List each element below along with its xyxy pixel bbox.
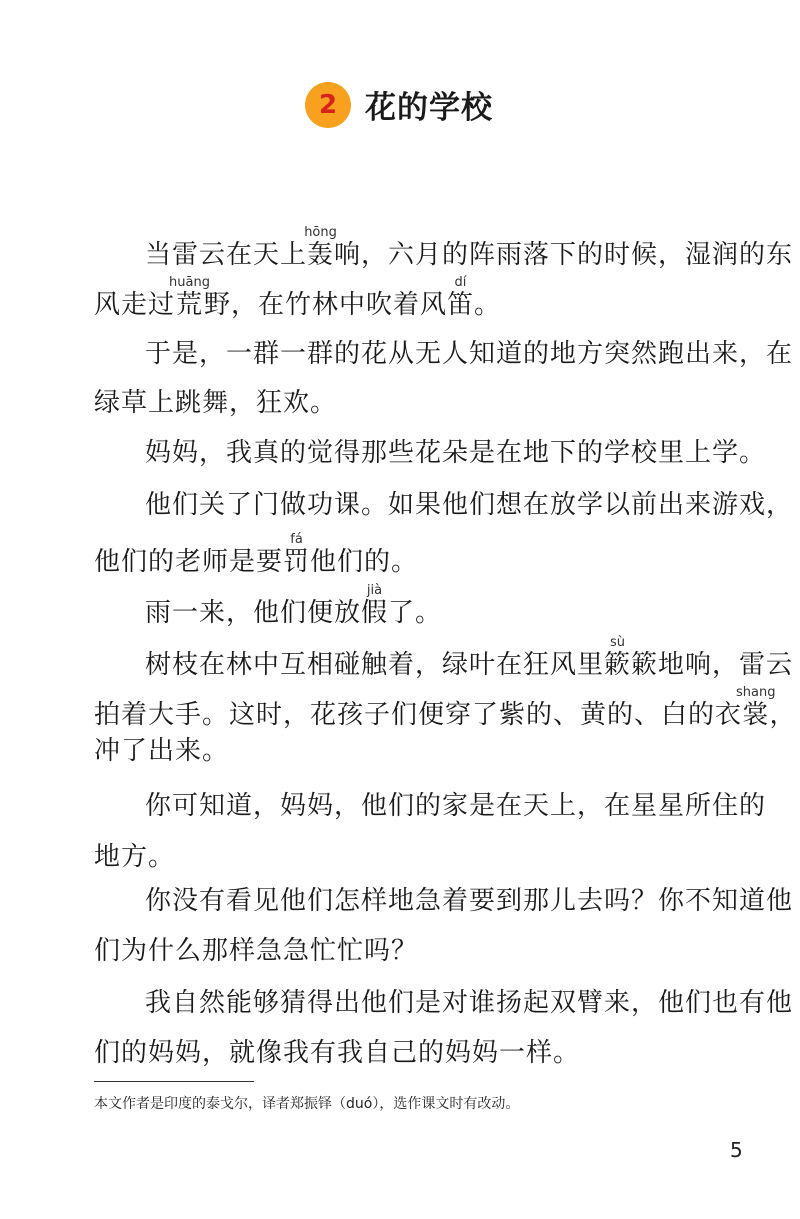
lesson-title: 花的学校 (365, 90, 493, 126)
ruby-fa: 罚fá (283, 532, 311, 577)
page-number: 5 (730, 1138, 743, 1162)
paragraph-3-line-1: 妈妈，我真的觉得那些花朵是在地下的学校里上学。 (145, 438, 767, 468)
paragraph-1-line-1: 当雷云在天上轰hōng响，六月的阵雨落下的时候，湿润的东 (145, 225, 794, 270)
lesson-title-row (0, 82, 800, 127)
paragraph-7-line-2: 地方。 (94, 842, 176, 872)
paragraph-8-line-1: 你没有看见他们怎样地急着要到那儿去吗？你不知道他 (145, 886, 794, 916)
ruby-jia: 假jià (361, 583, 389, 628)
paragraph-8-line-2: 们为什么那样急急忙忙吗？ (94, 936, 419, 966)
lesson-number: 2 (318, 89, 338, 120)
ruby-shang: 裳shang (736, 685, 776, 730)
ruby-hong: 轰hōng (304, 225, 337, 270)
paragraph-6-line-2: 拍着大手。这时，花孩子们便穿了紫的、黄的、白的衣裳shang， (94, 685, 797, 730)
lesson-number-badge (307, 84, 349, 126)
paragraph-6-line-3: 冲了出来。 (94, 736, 230, 766)
paragraph-5-line-1: 雨一来，他们便放假jià了。 (145, 583, 443, 628)
paragraph-9-line-1: 我自然能够猜得出他们是对谁扬起双臂来，他们也有他 (145, 988, 794, 1018)
ruby-di: 笛dí (446, 275, 474, 320)
footnote-divider (94, 1081, 254, 1082)
paragraph-6-line-1: 树枝在林中互相碰触着，绿叶在狂风里簌sù簌地响，雷云 (145, 635, 794, 680)
paragraph-4-line-1: 他们关了门做功课。如果他们想在放学以前出来游戏， (145, 490, 794, 520)
paragraph-2-line-1: 于是，一群一群的花从无人知道的地方突然跑出来，在 (145, 339, 794, 369)
paragraph-1-line-2: 风走过荒huāng野，在竹林中吹着风笛dí。 (94, 275, 501, 320)
paragraph-9-line-2: 们的妈妈，就像我有我自己的妈妈一样。 (94, 1038, 581, 1068)
paragraph-7-line-1: 你可知道，妈妈，他们的家是在天上，在星星所住的 (145, 791, 767, 821)
ruby-su: 簌sù (604, 635, 632, 680)
ruby-huang: 荒huāng (169, 275, 210, 320)
paragraph-2-line-2: 绿草上跳舞，狂欢。 (94, 388, 338, 418)
paragraph-4-line-2: 他们的老师是要罚fá他们的。 (94, 532, 419, 577)
footnote: 本文作者是印度的泰戈尔，译者郑振铎（duó），选作课文时有改动。 (94, 1096, 520, 1112)
